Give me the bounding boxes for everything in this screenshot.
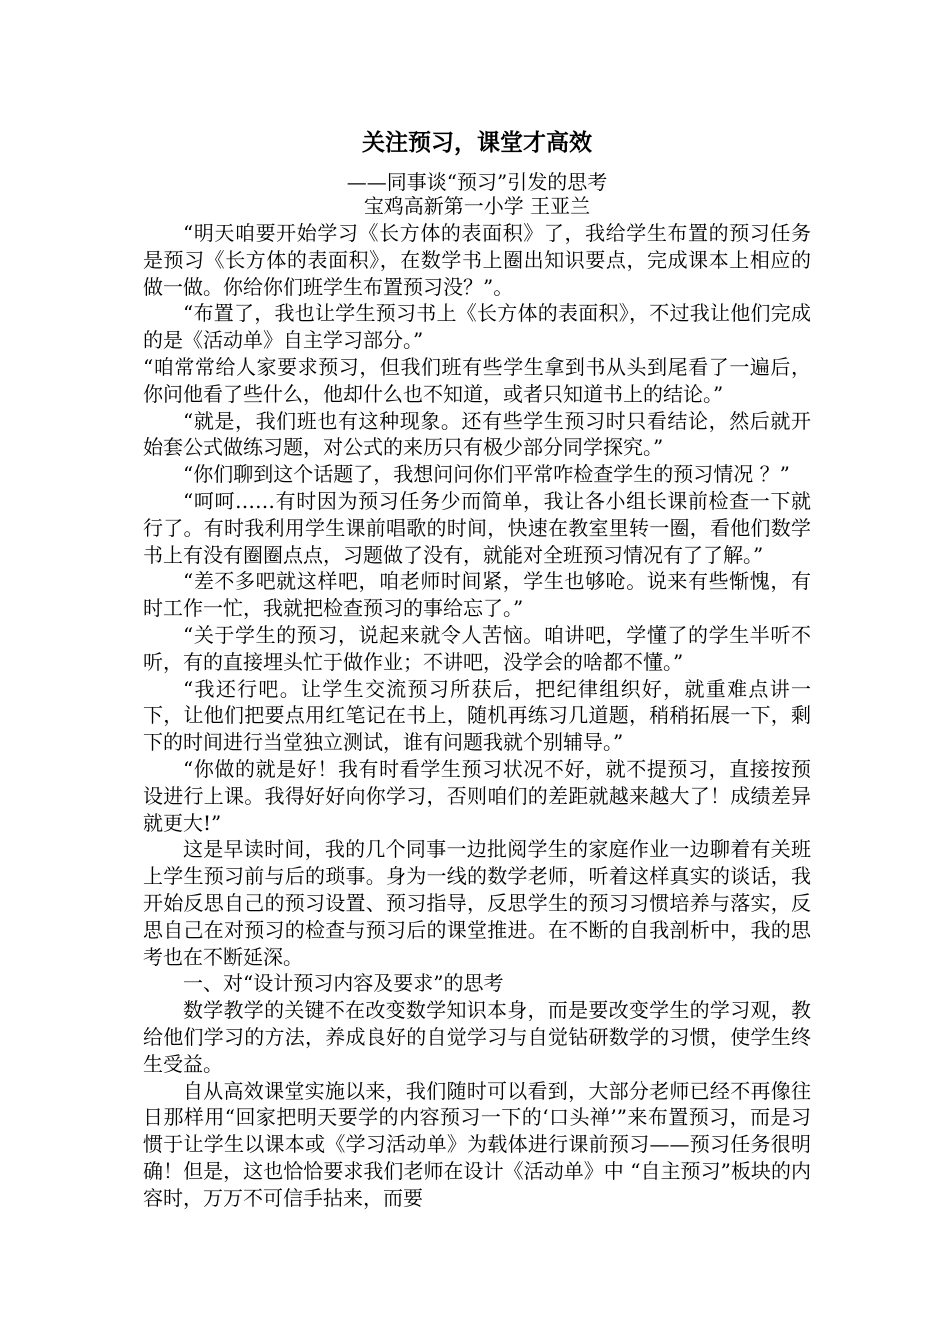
paragraph: “你们聊到这个话题了，我想问问你们平常咋检查学生的预习情况 ？”: [183, 462, 790, 487]
paragraph: “我还行吧。让学生交流预习所获后，把纪律组织好，就重难点讲一下，让他们把要点用红笔记在书上，随机再练习几道题，稍稍拓展一下，剩下的时间进行当堂独立测试，谁有问题我就个别辅导。”: [143, 676, 811, 755]
paragraph: 自从高效课堂实施以来，我们随时可以看到，大部分老师已经不再像往日那样用“回家把明天要学的内容预习一下的‘口头禅’”来布置预习，而是习惯于让学生以课本或《学习活动单》为载体进行课前预习——预习任务很明确！但是，这也恰恰要求我们老师在设计《活动单》中 “自主预习”板块的内容时，万万不可信手拈来，而要: [143, 1078, 811, 1210]
paragraph: “明天咱要开始学习《长方体的表面积》了，我给学生布置的预习任务是预习《长方体的表面积》，在数学书上圈出知识要点，完成课本上相应的做一做。你给你们班学生布置预习没？”。: [143, 221, 811, 299]
paragraph: 数学教学的关键不在改变数学知识本身，而是要改变学生的学习观，教给他们学习的方法，养成良好的自觉学习与自觉钻研数学的习惯，使学生终生受益。: [143, 998, 811, 1076]
paragraph: “就是，我们班也有这种现象。还有些学生预习时只看结论，然后就开始套公式做练习题，对公式的来历只有极少部分同学探究。”: [143, 408, 811, 460]
section-heading: 一、对“设计预习内容及要求”的思考: [183, 971, 504, 996]
paragraph: 这是早读时间，我的几个同事一边批阅学生的家庭作业一边聊着有关班上学生预习前与后的琐事。身为一线的数学老师，听着这样真实的谈话，我开始反思自己的预习设置、预习指导，反思学生的预习习惯培养与落实，反思自己在对预习的检查与预习后的课堂推进。在不断的自我剖析中，我的思考也在不断延深。: [143, 837, 811, 969]
document-subtitle: ——同事谈“预习”引发的思考: [346, 170, 608, 194]
document-title: 关注预习，课堂才高效: [362, 130, 592, 156]
paragraph: “你做的就是好！我有时看学生预习状况不好，就不提预习，直接按预设进行上课。我得好好向你学习，否则咱们的差距就越来越大了！成绩差异就更大!”: [143, 756, 811, 835]
document-page: [143, 128, 811, 1211]
paragraph: “关于学生的预习，说起来就令人苦恼。咱讲吧，学懂了的学生半听不听，有的直接埋头忙于做作业；不讲吧，没学会的啥都不懂。”: [143, 622, 811, 674]
document-author: 宝鸡高新第一小学 王亚兰: [363, 194, 591, 218]
paragraph: “布置了，我也让学生预习书上《长方体的表面积》，不过我让他们完成的是《活动单》自主学习部分。”: [143, 301, 811, 353]
paragraph: “咱常常给人家要求预习，但我们班有些学生拿到书从头到尾看了一遍后，你问他看了些什么，他却什么也不知道，或者只知道书上的结论。”: [143, 354, 811, 406]
paragraph: “呵呵……有时因为预习任务少而简单，我让各小组长课前检查一下就行了。有时我利用学生课前唱歌的时间，快速在教室里转一圈，看他们数学书上有没有圈圈点点，习题做了没有，就能对全班预习情况有了了解。”: [143, 488, 811, 567]
paragraph: “差不多吧就这样吧，咱老师时间紧，学生也够呛。说来有些惭愧，有时工作一忙，我就把检查预习的事给忘了。”: [143, 569, 811, 621]
